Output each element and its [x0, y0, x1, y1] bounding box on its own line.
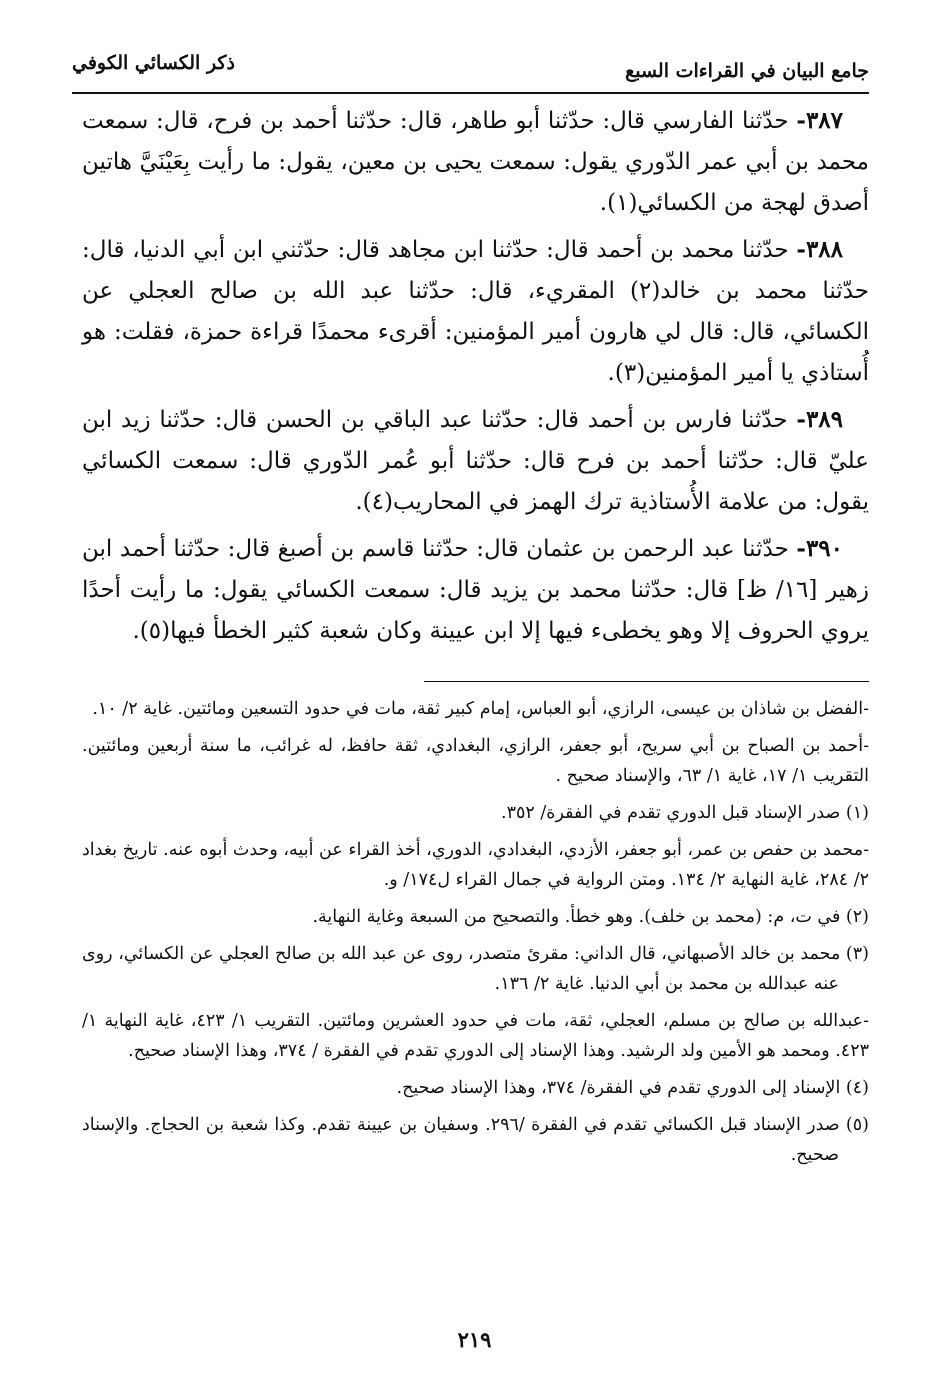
paragraph-text: حدّثنا محمد بن أحمد قال: حدّثنا ابن مجاهد قال: حدّثني ابن أبي الدنيا، قال: حدّثنا محمد بن خالد(٢) المقريء، قال: حدّثنا عبد الله بن صالح العجلي عن الكسائي، قال: قال لي هارون أمير المؤمنين: أقرىء محمدًا قراءة حمزة، فقلت: هو أُستاذي يا أمير المؤمنين(٣).	[82, 237, 869, 386]
paragraph-text: حدّثنا الفارسي قال: حدّثنا أبو طاهر، قال: حدّثنا أحمد بن فرح، قال: سمعت محمد بن أبي عمر الدّوري يقول: سمعت يحيى بن معين، يقول: ما رأيت بِعَيْنَيَّ هاتين أصدق لهجة من الكسائي(١).	[82, 108, 869, 216]
paragraph-387	[82, 100, 869, 224]
section-title: ذكر الكسائي الكوفي	[72, 52, 235, 74]
paragraph-number: ٣٩٠-	[796, 535, 843, 562]
paragraph-number: ٣٨٩-	[796, 406, 843, 433]
running-header	[72, 48, 869, 94]
paragraph-390	[82, 528, 869, 652]
footnote-5: (٥) صدر الإسناد قبل الكسائي تقدم في الفقرة /٢٩٦. وسفيان بن عيينة تقدم. وكذا شعبة بن الحجاج. والإسناد صحيح.	[82, 1115, 869, 1165]
paragraph-number: ٣٨٨-	[796, 236, 844, 263]
page-number: ٢١٩	[457, 1327, 492, 1352]
footnote-2: (٢) في ت، م: (محمد بن خلف). وهو خطأ. والتصحيح من السبعة وغاية النهاية.	[312, 907, 869, 927]
paragraph-388	[82, 229, 869, 394]
paragraph-number: ٣٨٧-	[796, 107, 844, 134]
footnote-4: (٤) الإسناد إلى الدوري تقدم في الفقرة/ ٣٧٤، وهذا الإسناد صحيح.	[396, 1078, 869, 1098]
paragraph-389	[82, 399, 869, 523]
footnotes	[82, 694, 869, 1177]
footnote-1: (١) صدر الإسناد قبل الدوري تقدم في الفقرة/ ٣٥٢.	[501, 803, 869, 823]
book-title: جامع البيان في القراءات السبع	[625, 60, 869, 82]
footnote-entry: -محمد بن حفص بن عمر، أبو جعفر، الأزدي، البغدادي، الدوري، أخذ القراء عن أبيه، وحدث أبوه عنه. تاريخ بغداد ٢/ ٢٨٤، غاية النهاية ٢/ ١٣٤. ومتن الرواية في جمال القراء ل١٧٤/ و.	[82, 840, 869, 890]
paragraph-text: حدّثنا فارس بن أحمد قال: حدّثنا عبد الباقي بن الحسن قال: حدّثنا زيد ابن عليّ قال: حدّثنا أحمد بن فرح قال: حدّثنا أبو عُمر الدّوري قال: سمعت الكسائي يقول: من علامة الأُستاذية ترك الهمز في المحاريب(٤).	[82, 407, 869, 515]
footnote-entry: -عبدالله بن صالح بن مسلم، العجلي، ثقة، مات في حدود العشرين ومائتين. التقريب ١/ ٤٢٣، غاية النهاية ١/ ٤٢٣. ومحمد هو الأمين ولد الرشيد. وهذا الإسناد إلى الدوري تقدم في الفقرة / ٣٧٤، وهذا الإسناد صحيح.	[82, 1011, 869, 1061]
footnote-entry: -أحمد بن الصباح بن أبي سريح، أبو جعفر، الرازي، البغدادي، ثقة حافظ، له غرائب، ما سنة أربعين ومائتين. التقريب ١/ ١٧، غاية ١/ ٦٣، والإسناد صحيح .	[82, 736, 869, 786]
footnote-separator	[424, 681, 869, 682]
paragraph-text: حدّثنا عبد الرحمن بن عثمان قال: حدّثنا قاسم بن أصبغ قال: حدّثنا أحمد ابن زهير [١٦/ ظ] قال: حدّثنا محمد بن يزيد قال: سمعت الكسائي يقول: ما رأيت أحدًا يروي الحروف إلا وهو يخطىء فيها إلا ابن عيينة وكان شعبة كثير الخطأ فيها(٥).	[82, 536, 869, 644]
footnote-3: (٣) محمد بن خالد الأصبهاني، قال الداني: مقرئ متصدر، روى عن عبد الله بن صالح العجلي عن الكسائي، روى عنه عبدالله بن محمد بن أبي الدنيا. غاية ٢/ ١٣٦.	[82, 944, 869, 994]
footnote-entry: -الفضل بن شاذان بن عيسى، الرازي، أبو العباس، إمام كبير ثقة، مات في حدود التسعين ومائتين. غاية ٢/ ١٠.	[92, 699, 869, 719]
main-text	[82, 100, 869, 657]
